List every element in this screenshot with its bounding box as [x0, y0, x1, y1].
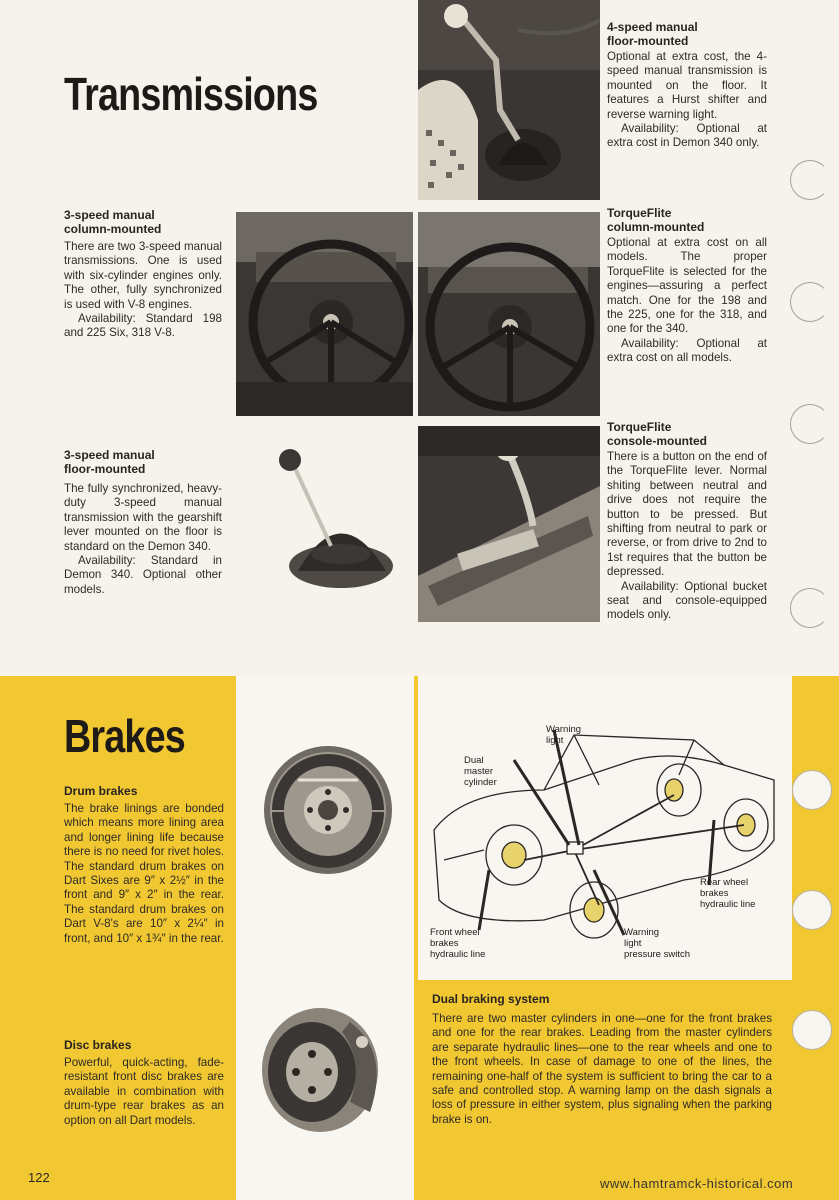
- binder-hole: [790, 588, 830, 628]
- section-3speed-column: [64, 208, 222, 341]
- section-disc-brakes: [64, 1038, 224, 1128]
- transmissions-title: Transmissions: [64, 68, 318, 120]
- photo-3speed-floor: [236, 426, 413, 622]
- binder-hole: [792, 770, 832, 810]
- section-availability: Availability: Standard in Demon 340. Optional other models.: [64, 554, 222, 596]
- photo-3speed-column: [236, 212, 413, 416]
- section-4speed-floor: [607, 20, 767, 151]
- label-front-wheel-line: Front wheel brakes hydraulic line: [430, 927, 486, 960]
- section-availability: Availability: Optional bucket seat and console-equipped models only.: [607, 579, 767, 622]
- section-text: The brake linings are bonded which means more lining area and longer lining life because there is no need for rivet holes. The standard drum brakes on Dart Sixes are 9″ x 2½″ in the front and 9″ x 2″ in the rear. The standard drum brakes on Dart V-8's are 10″ x 2¼″ in front, and 10″ x 1¾″ in the rear.: [64, 802, 224, 945]
- section-drum-brakes: [64, 784, 224, 946]
- section-text: There is a button on the end of the TorqueFlite lever. Normal shiting between neutral and drive does not require the button to be pressed. But shifting from neutral to park or reverse, or from drive to 2nd to 1st requires that the button be depressed.: [607, 450, 767, 579]
- section-text: There are two master cylinders in one—one for the front brakes and one for the rear brakes. Leading from the master cylinders are separate hydraulic lines—one to the rear wheels and one to the front wheels. In case of damage to one of the lines, the remaining one-half of the system is sufficient to bring the car to a safe and controlled stop. A warning lamp on the dash signals a loss of pressure in either system, plus signaling when the parking brake is on.: [432, 1012, 772, 1126]
- binder-hole: [792, 1010, 832, 1050]
- section-heading: Disc brakes: [64, 1038, 132, 1052]
- section-heading: Dual braking system: [432, 992, 550, 1006]
- photo-torqueflite-column: [418, 212, 600, 416]
- section-torqueflite-console: [607, 420, 767, 623]
- binder-hole: [790, 282, 830, 322]
- section-heading: 3-speed manual column-mounted: [64, 208, 162, 236]
- label-pressure-switch: Warning light pressure switch: [624, 927, 690, 960]
- binder-hole: [790, 404, 830, 444]
- section-text: There are two 3-speed manual transmissions. One is used with six-cylinder engines only. The other, fully synchronized is used with V-8 engines.: [64, 240, 222, 311]
- photo-4speed-shifter: [418, 0, 600, 200]
- photo-disc-brake: [250, 992, 400, 1142]
- brakes-title: Brakes: [64, 710, 185, 762]
- section-dual-braking: [432, 992, 772, 1127]
- section-text: Optional at extra cost on all models. The proper TorqueFlite is selected for the engines—assuring a perfect match. One for the 198 and the 225, one for the 318, and one for the 340.: [607, 236, 767, 336]
- section-text: Optional at extra cost, the 4-speed manual transmission is mounted on the floor. It features a Hurst shifter and reverse warning light.: [607, 50, 767, 121]
- section-availability: Availability: Optional at extra cost on all models.: [607, 336, 767, 365]
- binder-hole: [790, 160, 830, 200]
- photo-torqueflite-console: [418, 426, 600, 622]
- section-heading: 4-speed manual floor-mounted: [607, 20, 698, 48]
- label-rear-wheel-line: Rear wheel brakes hydraulic line: [700, 877, 756, 910]
- label-dual-master-cylinder: Dual master cylinder: [464, 755, 497, 788]
- section-text: Powerful, quick-acting, fade-resistant front disc brakes are available in combination with drum-type rear brakes as an option on all Dart models.: [64, 1056, 224, 1127]
- label-warning-light: Warning light: [546, 724, 582, 746]
- section-text: The fully synchronized, heavy-duty 3-speed manual transmission with the gearshift lever mounted on the floor is standard on the Demon 340.: [64, 482, 222, 553]
- section-heading: TorqueFlite column-mounted: [607, 206, 705, 234]
- section-availability: Availability: Standard 198 and 225 Six, 318 V-8.: [64, 312, 222, 340]
- binder-hole: [792, 890, 832, 930]
- photo-drum-brake: [258, 740, 398, 880]
- section-3speed-floor: [64, 448, 222, 597]
- section-heading: Drum brakes: [64, 784, 138, 798]
- section-torqueflite-column: [607, 206, 767, 366]
- section-availability: Availability: Optional at extra cost in Demon 340 only.: [607, 122, 767, 150]
- watermark-url: www.hamtramck-historical.com: [600, 1176, 794, 1191]
- section-heading: 3-speed manual floor-mounted: [64, 448, 155, 476]
- section-heading: TorqueFlite console-mounted: [607, 420, 708, 448]
- page-number: 122: [28, 1170, 50, 1185]
